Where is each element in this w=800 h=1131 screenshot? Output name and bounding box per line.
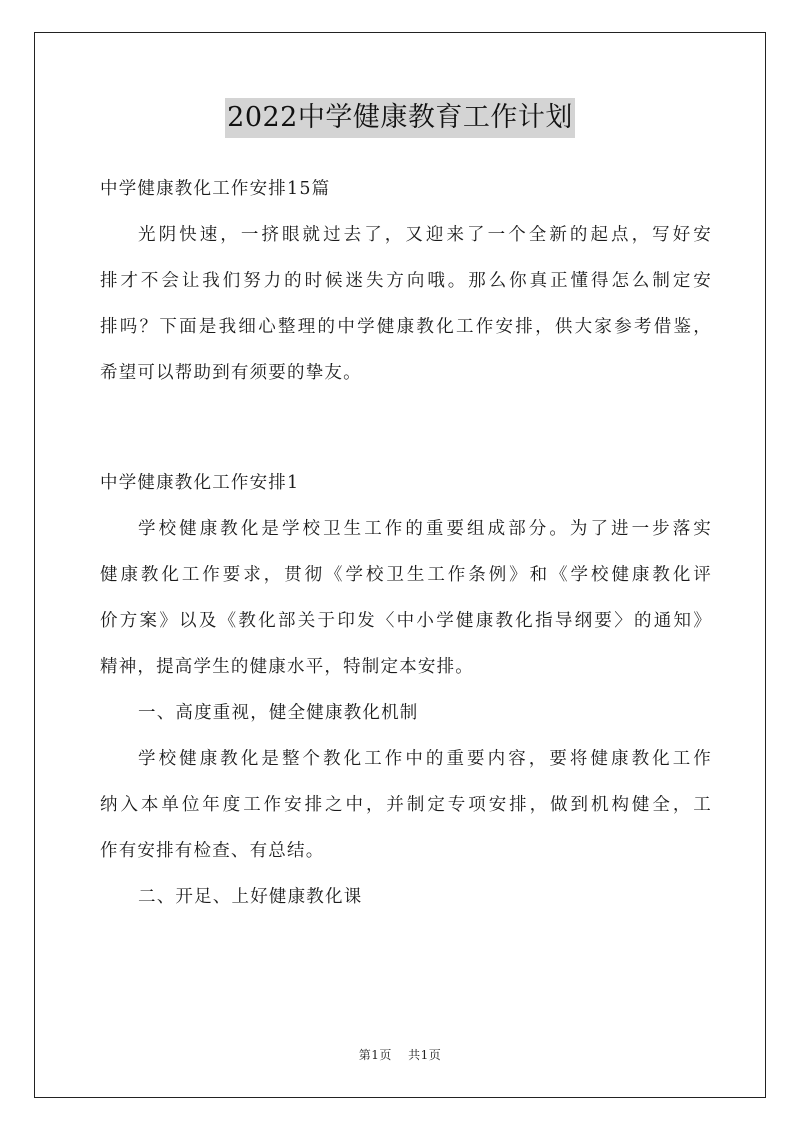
section-gap	[100, 396, 712, 460]
paragraph-line: 希望可以帮助到有须要的挚友。	[100, 363, 362, 383]
paragraph-line: 作有安排有检查、有总结。	[100, 841, 325, 861]
paragraph-line: 健康教化工作要求，贯彻《学校卫生工作条例》和《学校健康教化评	[100, 565, 712, 585]
paragraph-line: 学校健康教化是整个教化工作中的重要内容，要将健康教化工作	[138, 749, 712, 769]
paragraph-line: 价方案》以及《教化部关于印发〈中小学健康教化指导纲要〉的通知》	[100, 611, 712, 631]
page-number: 第1页	[358, 1048, 392, 1062]
paragraph-2	[100, 736, 712, 874]
item-heading-1: 一、高度重视，健全健康教化机制	[138, 703, 419, 723]
subtitle: 中学健康教化工作安排15篇	[100, 179, 331, 199]
title-container	[0, 98, 800, 138]
paragraph-line: 精神，提高学生的健康水平，特制定本安排。	[100, 657, 474, 677]
item-heading-2: 二、开足、上好健康教化课	[138, 887, 363, 907]
paragraph-line: 纳入本单位年度工作安排之中，并制定专项安排，做到机构健全，工	[100, 795, 712, 815]
paragraph-line: 学校健康教化是学校卫生工作的重要组成部分。为了进一步落实	[138, 519, 712, 539]
paragraph-1	[100, 506, 712, 690]
page-footer	[0, 1046, 800, 1063]
page-total: 共1页	[408, 1048, 442, 1062]
intro-paragraph	[100, 212, 712, 396]
paragraph-line: 排吗？下面是我细心整理的中学健康教化工作安排，供大家参考借鉴，	[100, 317, 712, 337]
paragraph-line: 排才不会让我们努力的时候迷失方向哦。那么你真正懂得怎么制定安	[100, 271, 712, 291]
document-title: 2022中学健康教育工作计划	[225, 98, 575, 138]
paragraph-line: 光阴快速，一挤眼就过去了，又迎来了一个全新的起点，写好安	[138, 225, 712, 245]
document-body	[100, 166, 712, 920]
section-heading: 中学健康教化工作安排1	[100, 473, 300, 493]
